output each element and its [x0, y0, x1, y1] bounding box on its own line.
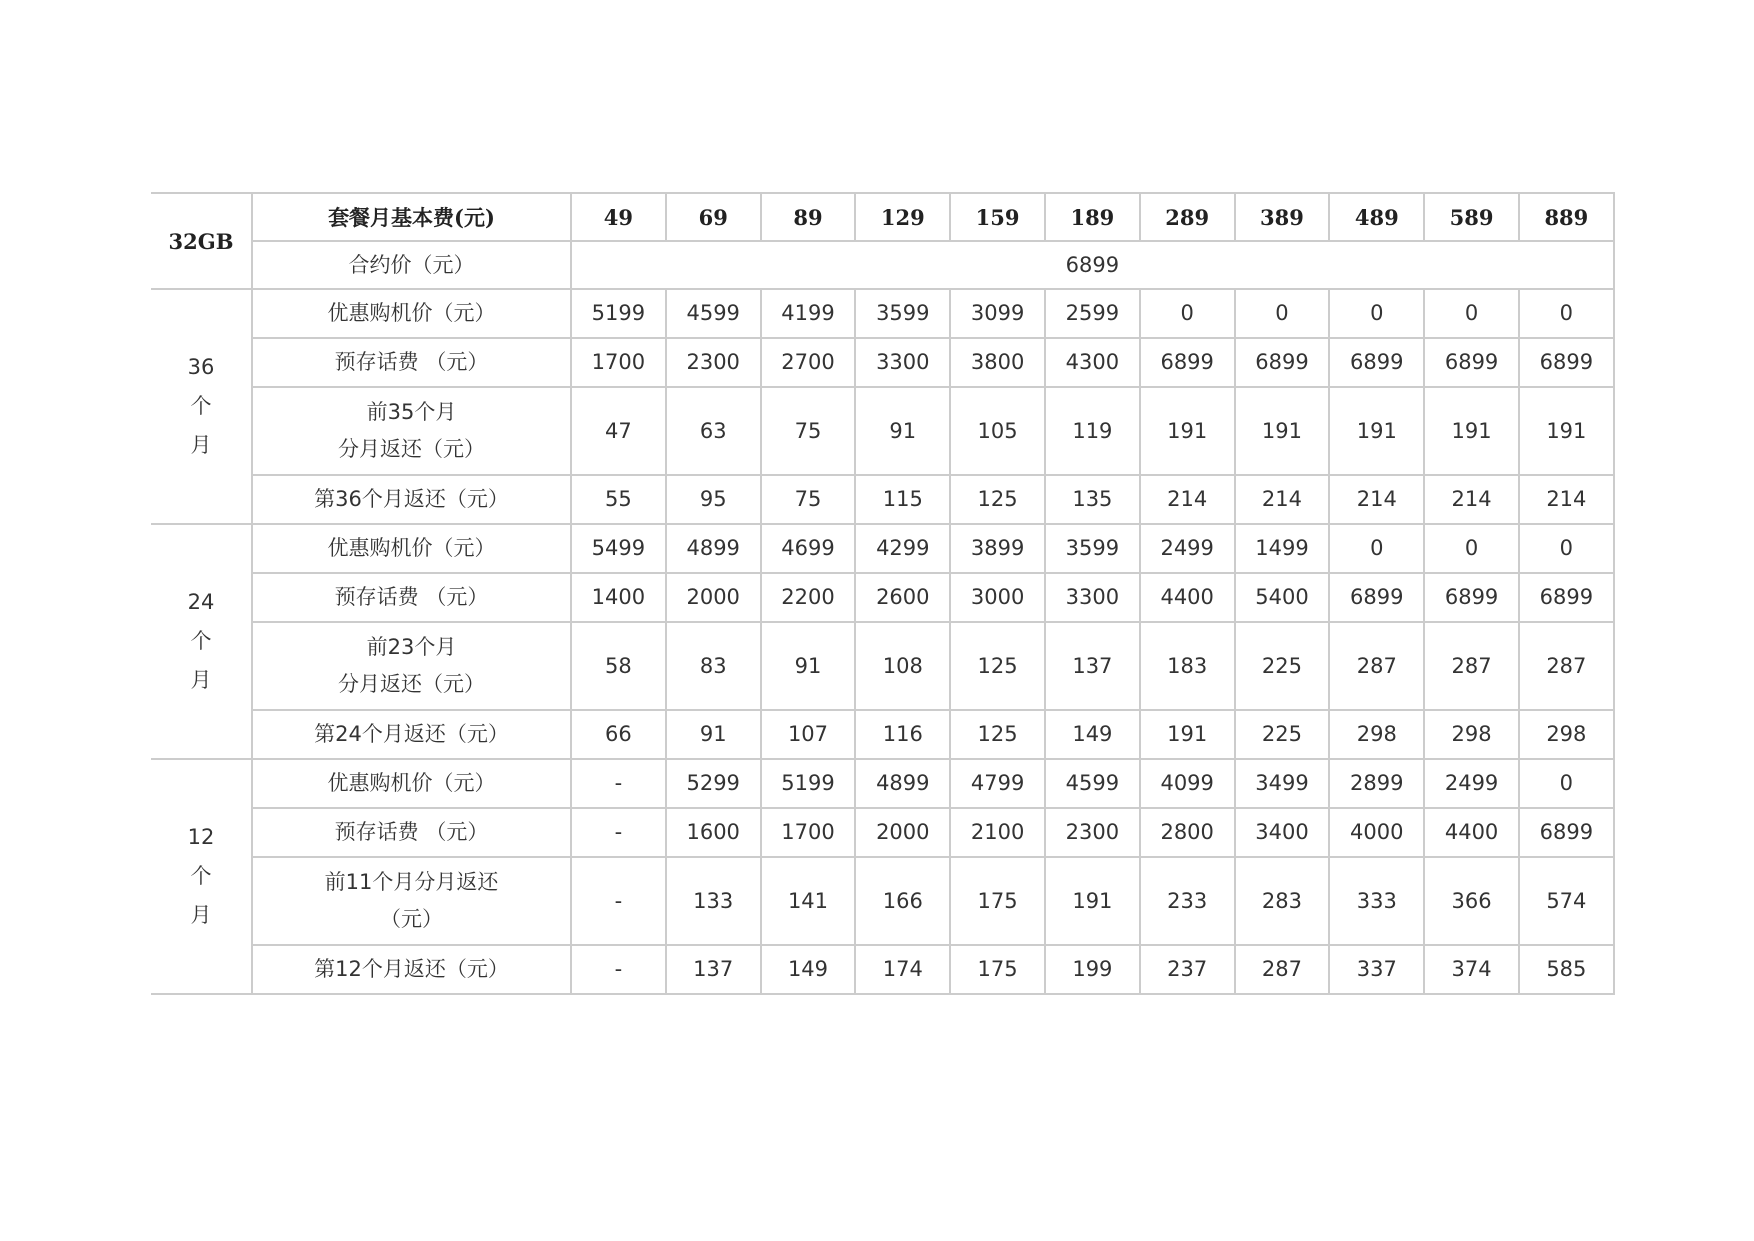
- term-group-label: 12 个 月: [151, 759, 252, 994]
- fee-header-cell: 389: [1235, 193, 1330, 241]
- value-cell: 191: [1329, 387, 1424, 475]
- value-cell: 2800: [1140, 808, 1235, 857]
- fee-header-cell: 49: [571, 193, 666, 241]
- value-cell: 5499: [571, 524, 666, 573]
- value-cell: 105: [950, 387, 1045, 475]
- value-cell: 83: [666, 622, 761, 710]
- value-cell: 133: [666, 857, 761, 945]
- table-row: [151, 759, 1614, 808]
- fee-header-cell: 889: [1519, 193, 1614, 241]
- value-cell: 2300: [1045, 808, 1140, 857]
- fee-header-cell: 129: [855, 193, 950, 241]
- value-cell: 0: [1519, 524, 1614, 573]
- value-cell: 174: [855, 945, 950, 994]
- table-row: [151, 338, 1614, 387]
- row-label: 前35个月 分月返还（元）: [252, 387, 571, 475]
- term-group-label: 36 个 月: [151, 289, 252, 524]
- table-row: [151, 475, 1614, 524]
- fee-header-cell: 189: [1045, 193, 1140, 241]
- term-group-label: 24 个 月: [151, 524, 252, 759]
- value-cell: 4299: [855, 524, 950, 573]
- value-cell: 2499: [1140, 524, 1235, 573]
- value-cell: 2200: [761, 573, 856, 622]
- table-row: [151, 710, 1614, 759]
- value-cell: 75: [761, 475, 856, 524]
- value-cell: 3599: [855, 289, 950, 338]
- value-cell: 0: [1329, 524, 1424, 573]
- value-cell: 1400: [571, 573, 666, 622]
- value-cell: 2899: [1329, 759, 1424, 808]
- value-cell: 2600: [855, 573, 950, 622]
- value-cell: 6899: [1235, 338, 1330, 387]
- value-cell: 4099: [1140, 759, 1235, 808]
- value-cell: 0: [1424, 524, 1519, 573]
- value-cell: 3899: [950, 524, 1045, 573]
- value-cell: -: [571, 808, 666, 857]
- value-cell: 191: [1424, 387, 1519, 475]
- value-cell: 4899: [855, 759, 950, 808]
- value-cell: 91: [761, 622, 856, 710]
- table-row: [151, 622, 1614, 710]
- value-cell: 287: [1424, 622, 1519, 710]
- value-cell: 191: [1140, 387, 1235, 475]
- value-cell: 214: [1235, 475, 1330, 524]
- value-cell: 3000: [950, 573, 1045, 622]
- value-cell: 366: [1424, 857, 1519, 945]
- value-cell: 1700: [761, 808, 856, 857]
- value-cell: 91: [666, 710, 761, 759]
- value-cell: 585: [1519, 945, 1614, 994]
- value-cell: 214: [1140, 475, 1235, 524]
- value-cell: 125: [950, 622, 1045, 710]
- value-cell: 3800: [950, 338, 1045, 387]
- table-row: [151, 857, 1614, 945]
- row-label: 第12个月返还（元）: [252, 945, 571, 994]
- value-cell: 2700: [761, 338, 856, 387]
- value-cell: 6899: [1329, 573, 1424, 622]
- value-cell: 116: [855, 710, 950, 759]
- value-cell: 2000: [855, 808, 950, 857]
- row-label: 前11个月分月返还 （元）: [252, 857, 571, 945]
- value-cell: 47: [571, 387, 666, 475]
- row-label: 第24个月返还（元）: [252, 710, 571, 759]
- value-cell: 6899: [1424, 338, 1519, 387]
- value-cell: 2300: [666, 338, 761, 387]
- contract-price-row: [151, 241, 1614, 289]
- value-cell: 3099: [950, 289, 1045, 338]
- header-row: [151, 193, 1614, 241]
- value-cell: -: [571, 945, 666, 994]
- value-cell: 3300: [1045, 573, 1140, 622]
- value-cell: 574: [1519, 857, 1614, 945]
- value-cell: 141: [761, 857, 856, 945]
- value-cell: 58: [571, 622, 666, 710]
- value-cell: 91: [855, 387, 950, 475]
- value-cell: 298: [1424, 710, 1519, 759]
- value-cell: 4300: [1045, 338, 1140, 387]
- row-label: 优惠购机价（元）: [252, 759, 571, 808]
- value-cell: 2000: [666, 573, 761, 622]
- row-label: 预存话费 （元）: [252, 338, 571, 387]
- value-cell: -: [571, 759, 666, 808]
- value-cell: 5400: [1235, 573, 1330, 622]
- value-cell: 6899: [1329, 338, 1424, 387]
- value-cell: 214: [1424, 475, 1519, 524]
- value-cell: 2499: [1424, 759, 1519, 808]
- value-cell: 191: [1045, 857, 1140, 945]
- value-cell: 0: [1235, 289, 1330, 338]
- value-cell: 4699: [761, 524, 856, 573]
- value-cell: 225: [1235, 710, 1330, 759]
- value-cell: 166: [855, 857, 950, 945]
- value-cell: 6899: [1519, 338, 1614, 387]
- value-cell: 183: [1140, 622, 1235, 710]
- value-cell: 333: [1329, 857, 1424, 945]
- value-cell: 0: [1140, 289, 1235, 338]
- value-cell: 5199: [571, 289, 666, 338]
- value-cell: 137: [666, 945, 761, 994]
- value-cell: 3499: [1235, 759, 1330, 808]
- value-cell: 2599: [1045, 289, 1140, 338]
- value-cell: 6899: [1519, 808, 1614, 857]
- value-cell: 4899: [666, 524, 761, 573]
- value-cell: 4400: [1424, 808, 1519, 857]
- value-cell: 191: [1519, 387, 1614, 475]
- table-row: [151, 808, 1614, 857]
- row-label: 预存话费 （元）: [252, 808, 571, 857]
- value-cell: 175: [950, 945, 1045, 994]
- value-cell: 66: [571, 710, 666, 759]
- value-cell: 287: [1235, 945, 1330, 994]
- value-cell: 237: [1140, 945, 1235, 994]
- row-label: 优惠购机价（元）: [252, 524, 571, 573]
- value-cell: 3400: [1235, 808, 1330, 857]
- value-cell: 298: [1329, 710, 1424, 759]
- row-label: 优惠购机价（元）: [252, 289, 571, 338]
- row-label: 第36个月返还（元）: [252, 475, 571, 524]
- value-cell: 135: [1045, 475, 1140, 524]
- value-cell: 3599: [1045, 524, 1140, 573]
- value-cell: 125: [950, 475, 1045, 524]
- value-cell: 283: [1235, 857, 1330, 945]
- value-cell: 4000: [1329, 808, 1424, 857]
- value-cell: 55: [571, 475, 666, 524]
- value-cell: 0: [1329, 289, 1424, 338]
- value-cell: 4799: [950, 759, 1045, 808]
- plan-price-table: [151, 192, 1615, 995]
- value-cell: 108: [855, 622, 950, 710]
- value-cell: 337: [1329, 945, 1424, 994]
- value-cell: 214: [1519, 475, 1614, 524]
- value-cell: 1700: [571, 338, 666, 387]
- value-cell: 4599: [666, 289, 761, 338]
- table-row: [151, 945, 1614, 994]
- value-cell: 6899: [1424, 573, 1519, 622]
- value-cell: 95: [666, 475, 761, 524]
- value-cell: 0: [1424, 289, 1519, 338]
- value-cell: 149: [1045, 710, 1140, 759]
- table-row: [151, 573, 1614, 622]
- fee-header-cell: 89: [761, 193, 856, 241]
- value-cell: 298: [1519, 710, 1614, 759]
- value-cell: 199: [1045, 945, 1140, 994]
- value-cell: 0: [1519, 759, 1614, 808]
- value-cell: -: [571, 857, 666, 945]
- value-cell: 1499: [1235, 524, 1330, 573]
- contract-price-label: 合约价（元）: [252, 241, 571, 289]
- fee-header-cell: 159: [950, 193, 1045, 241]
- value-cell: 3300: [855, 338, 950, 387]
- value-cell: 225: [1235, 622, 1330, 710]
- value-cell: 5299: [666, 759, 761, 808]
- contract-price-value: 6899: [571, 241, 1614, 289]
- value-cell: 374: [1424, 945, 1519, 994]
- value-cell: 115: [855, 475, 950, 524]
- value-cell: 149: [761, 945, 856, 994]
- value-cell: 75: [761, 387, 856, 475]
- value-cell: 4400: [1140, 573, 1235, 622]
- value-cell: 191: [1140, 710, 1235, 759]
- value-cell: 63: [666, 387, 761, 475]
- value-cell: 4199: [761, 289, 856, 338]
- value-cell: 125: [950, 710, 1045, 759]
- capacity-label: 32GB: [151, 193, 252, 289]
- value-cell: 233: [1140, 857, 1235, 945]
- value-cell: 5199: [761, 759, 856, 808]
- value-cell: 137: [1045, 622, 1140, 710]
- value-cell: 191: [1235, 387, 1330, 475]
- value-cell: 0: [1519, 289, 1614, 338]
- fee-header-cell: 589: [1424, 193, 1519, 241]
- row-label: 前23个月 分月返还（元）: [252, 622, 571, 710]
- value-cell: 287: [1329, 622, 1424, 710]
- value-cell: 287: [1519, 622, 1614, 710]
- value-cell: 6899: [1140, 338, 1235, 387]
- value-cell: 1600: [666, 808, 761, 857]
- value-cell: 214: [1329, 475, 1424, 524]
- fee-header-cell: 289: [1140, 193, 1235, 241]
- value-cell: 6899: [1519, 573, 1614, 622]
- value-cell: 175: [950, 857, 1045, 945]
- fee-header-cell: 489: [1329, 193, 1424, 241]
- value-cell: 2100: [950, 808, 1045, 857]
- table-row: [151, 289, 1614, 338]
- value-cell: 119: [1045, 387, 1140, 475]
- value-cell: 107: [761, 710, 856, 759]
- row-label: 预存话费 （元）: [252, 573, 571, 622]
- table-row: [151, 524, 1614, 573]
- fee-header-cell: 69: [666, 193, 761, 241]
- value-cell: 4599: [1045, 759, 1140, 808]
- table-row: [151, 387, 1614, 475]
- fee-header-label: 套餐月基本费(元): [252, 193, 571, 241]
